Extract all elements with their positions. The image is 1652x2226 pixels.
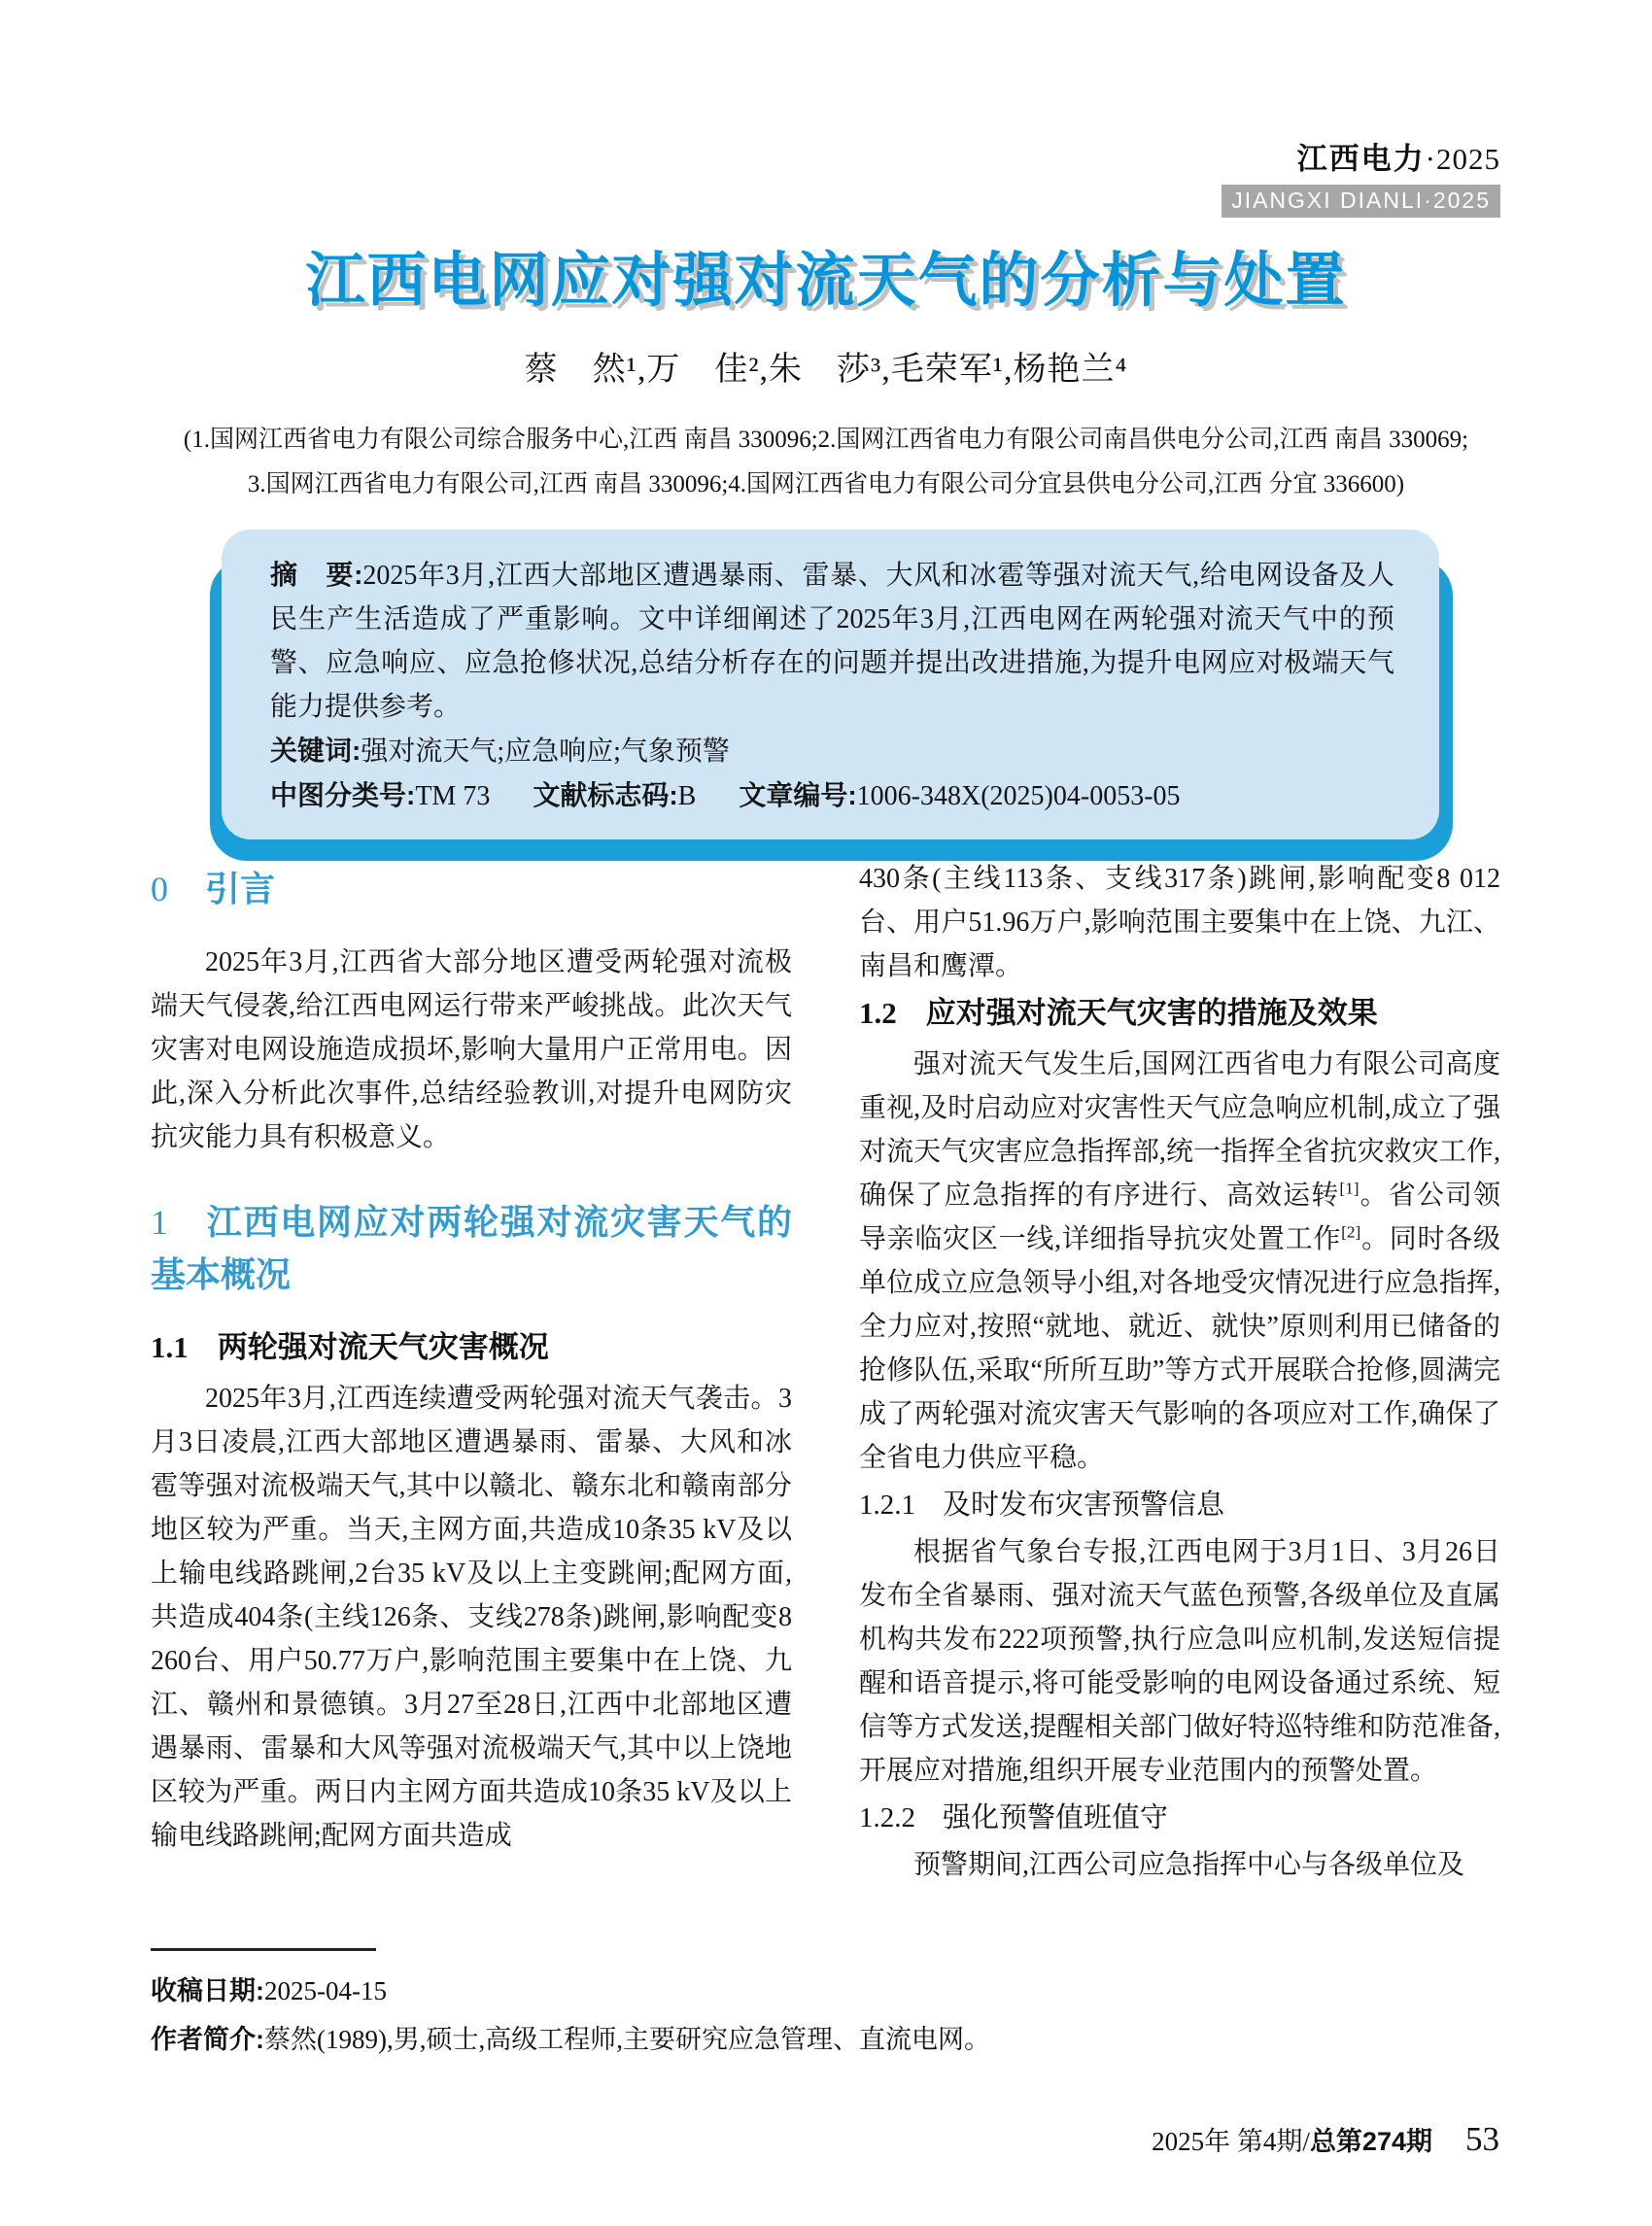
section-1-1-paragraph-continued: 430条(主线113条、支线317条)跳闸,影响配变8 012台、用户51.96万户,影响范围主要集中在上饶、九江、南昌和鹰潭。 xyxy=(859,864,1500,981)
section-1-1-number: 1.1 xyxy=(151,1330,189,1364)
section-1-1-title: 两轮强对流天气灾害概况 xyxy=(217,1330,549,1364)
page-number: 53 xyxy=(1465,2120,1499,2158)
keywords-line xyxy=(270,729,1394,773)
keywords-label: 关键词: xyxy=(270,736,361,766)
section-0-paragraph: 2025年3月,江西省大部分地区遭受两轮强对流极端天气侵袭,给江西电网运行带来严峻挑战。此次天气灾害对电网设施造成损坏,影响大量用户正常用电。因此,深入分析此次事件,总结经验教训,对提升电网防灾抗灾能力具有积极意义。 xyxy=(151,947,792,1152)
classification-line xyxy=(270,773,1394,818)
section-1-2-1-paragraph: 根据省气象台专报,江西电网于3月1日、3月26日发布全省暴雨、强对流天气蓝色预警,各级单位及直属机构共发布222项预警,执行应急叫应机制,发送短信提醒和语音提示,将可能受影响的电网设备通过系统、短信等方式发送,提醒相关部门做好特巡特维和防范准备,开展应对措施,组织开展专业范围内的预警处置。 xyxy=(859,1537,1500,1786)
section-1-2-2-paragraph: 预警期间,江西公司应急指挥中心与各级单位及 xyxy=(913,1850,1465,1880)
affiliation-line-1: (1.国网江西省电力有限公司综合服务中心,江西 南昌 330096;2.国网江西省电力有限公司南昌供电分公司,江西 南昌 330069; xyxy=(183,427,1469,453)
section-1-2-paragraph xyxy=(859,1043,1500,1480)
issue-text: 2025年 第4期/ xyxy=(1152,2127,1310,2156)
abstract-text: 2025年3月,江西大部地区遭遇暴雨、雷暴、大风和冰雹等强对流天气,给电网设备及人民生产生活造成了严重影响。文中详细阐述了2025年3月,江西电网在两轮强对流天气中的预警、应急响应、应急抢修状况,总结分析存在的问题并提出改进措施,为提升电网应对极端天气能力提供参考。 xyxy=(270,561,1394,722)
citation-ref-1: [1] xyxy=(1339,1179,1359,1198)
affiliations xyxy=(0,418,1652,507)
section-heading-1 xyxy=(151,1196,792,1301)
received-date-value: 2025-04-15 xyxy=(264,1976,387,2005)
affiliation-line-2: 3.国网江西省电力有限公司,江西 南昌 330096;4.国网江西省电力有限公司分宜县供电分公司,江西 分宜 336600) xyxy=(247,471,1405,497)
received-date-label: 收稿日期: xyxy=(151,1976,264,2005)
section-heading-1-2 xyxy=(859,990,1500,1037)
abstract-paragraph xyxy=(270,553,1394,729)
author-bio-label: 作者简介: xyxy=(151,2025,264,2054)
article-title: 江西电网应对强对流天气的分析与处置 xyxy=(305,247,1347,313)
section-1-2-title: 应对强对流天气灾害的措施及效果 xyxy=(925,996,1378,1030)
clc-item xyxy=(270,781,490,811)
journal-name-en-badge: JIANGXI DIANLI·2025 xyxy=(1222,185,1500,218)
section-1-2-2-number: 1.2.2 xyxy=(859,1802,915,1833)
section-1-2-1-title: 及时发布灾害预警信息 xyxy=(943,1490,1225,1521)
body-column-left xyxy=(151,857,792,1858)
section-heading-1-2-2 xyxy=(859,1795,1500,1841)
doc-code-label: 文献标志码: xyxy=(533,780,678,810)
doc-code-item xyxy=(533,781,696,811)
doc-code-value: B xyxy=(677,781,697,811)
received-date-line xyxy=(151,1967,1501,2015)
abstract-box xyxy=(222,530,1439,839)
article-id-label: 文章编号: xyxy=(739,780,857,810)
volume-text: 总第274期 xyxy=(1309,2127,1432,2156)
journal-name-cn xyxy=(1222,134,1500,178)
section-heading-1-2-1 xyxy=(859,1482,1500,1528)
section-0-title: 引言 xyxy=(205,869,276,908)
clc-label: 中图分类号: xyxy=(270,780,416,810)
section-1-2-text-a: 强对流天气发生后,国网江西省电力有限公司高度重视,及时启动应对灾害性天气应急响应机制,成立了强对流天气灾害应急指挥部,统一指挥全省抗灾救灾工作,确保了应急指挥的有序进行、高效运转 xyxy=(859,1049,1500,1211)
citation-ref-2: [2] xyxy=(1341,1222,1361,1242)
masthead xyxy=(1222,134,1500,218)
footnote-block xyxy=(151,1948,1501,2064)
abstract-label: 摘 要: xyxy=(270,560,363,590)
abstract-block xyxy=(222,530,1439,839)
section-heading-1-1 xyxy=(151,1324,792,1371)
section-1-number: 1 xyxy=(151,1203,168,1242)
journal-name-cn-text: 江西电力 xyxy=(1296,142,1426,176)
author-bio-value: 蔡然(1989),男,硕士,高级工程师,主要研究应急管理、直流电网。 xyxy=(264,2025,990,2054)
article-id-item xyxy=(739,781,1180,811)
page-footer xyxy=(1152,2120,1499,2159)
section-1-1-paragraph-left: 2025年3月,江西连续遭受两轮强对流天气袭击。3月3日凌晨,江西大部地区遭遇暴雨、雷暴、大风和冰雹等强对流极端天气,其中以赣北、赣东北和赣南部分地区较为严重。当天,主网方面,共造成10条35 kV及以上输电线路跳闸,2台35 kV及以上主变跳闸;配网方面,共造成404条(主线126条、支线278条)跳闸,影响配变8 260台、用户50.77万户,影响范围主要集中在上饶、九江、赣州和景德镇。3月27至28日,江西中北部地区遭遇暴雨、雷暴和大风等强对流极端天气,其中以上饶地区较为严重。两日内主网方面共造成10条35 kV及以上输电线路跳闸;配网方面共造成 xyxy=(151,1384,792,1851)
section-1-2-number: 1.2 xyxy=(859,996,897,1030)
clc-value: TM 73 xyxy=(415,781,491,811)
author-bio-line xyxy=(151,2015,1501,2064)
authors-line: 蔡 然¹,万 佳²,朱 莎³,毛荣军¹,杨艳兰⁴ xyxy=(524,352,1128,388)
section-1-2-1-number: 1.2.1 xyxy=(859,1490,915,1521)
section-1-2-2-title: 强化预警值班值守 xyxy=(943,1802,1169,1833)
section-heading-0 xyxy=(151,863,792,915)
section-1-2-text-c: 。同时各级单位成立应急领导小组,对各地受灾情况进行应急指挥,全力应对,按照“就地、就近、就快”原则利用已储备的抢修队伍,采取“所所互助”等方式开展联合抢修,圆满完成了两轮强对流灾害天气影响的各项应对工作,确保了全省电力供应平稳。 xyxy=(859,1224,1500,1473)
body-column-right xyxy=(859,857,1500,1887)
article-id-value: 1006-348X(2025)04-0053-05 xyxy=(856,781,1181,811)
section-1-2-text-b: 。省公司领导亲临灾区一线,详细指导抗灾处置工作 xyxy=(859,1181,1500,1254)
footnote-divider xyxy=(151,1948,376,1951)
keywords-text: 强对流天气;应急响应;气象预警 xyxy=(361,736,730,767)
section-1-title: 江西电网应对两轮强对流灾害天气的基本概况 xyxy=(151,1202,792,1294)
journal-year: ·2025 xyxy=(1425,142,1500,176)
section-0-number: 0 xyxy=(151,870,168,908)
